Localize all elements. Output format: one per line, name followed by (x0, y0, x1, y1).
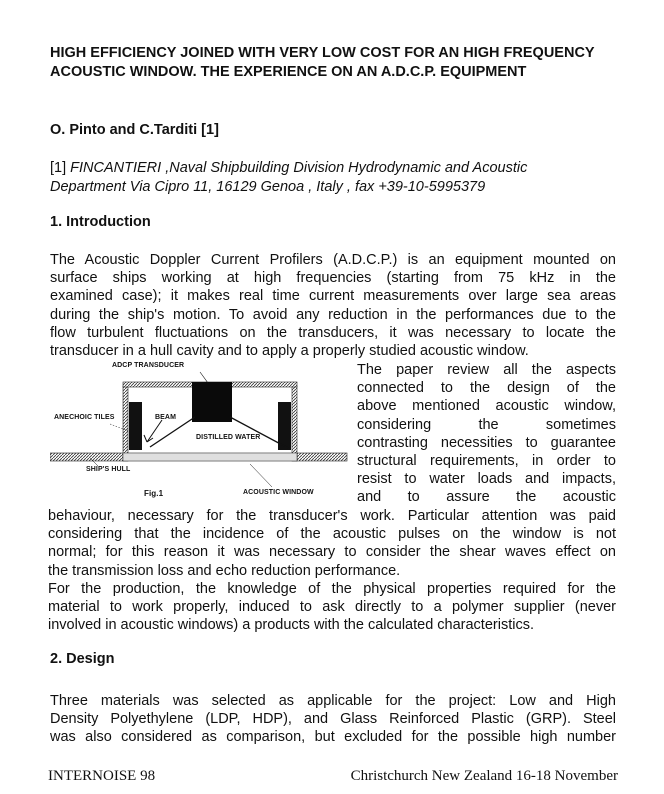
footer-conference: INTERNOISE 98 (48, 768, 156, 784)
text-line: considering that the incidence of the acoustic pulses on the window is not (48, 526, 616, 543)
text-line: The Acoustic Doppler Current Profilers (A.D.C.P.) is an equipment mounted on (50, 252, 616, 268)
section-heading-introduction: 1. Introduction (50, 214, 151, 230)
hull-left (50, 453, 123, 461)
text-line: Density Polyethylene (LDP, HDP), and Glass Reinforced Plastic (GRP). Steel (50, 711, 616, 728)
text-line: material to work properly, induced to ask directly to a polymer supplier (never (48, 599, 616, 616)
label-ships-hull: SHIP'S HULL (86, 466, 131, 473)
hull-right (297, 453, 347, 461)
text-line: flow turbulent fluctuations on the transducers, it was necessary to locate the (50, 324, 616, 341)
text-line: the transmission loss and echo reduction performance. (48, 562, 401, 579)
footer-location-date: Christchurch New Zealand 16-18 November (350, 768, 618, 784)
text-line: resist to water loads and impacts, (357, 471, 616, 488)
adcp-transducer (192, 382, 232, 422)
label-anechoic-tiles: ANECHOIC TILES (54, 414, 115, 421)
affiliation-line-2: Department Via Cipro 11, 16129 Genoa , Italy , fax +39-10-5995379 (50, 179, 486, 195)
text-line: considering the sometimes (357, 416, 616, 433)
section-heading-design: 2. Design (50, 651, 115, 667)
text-line: connected to the design of the (357, 380, 616, 397)
intro-paragraph-3 (48, 580, 616, 635)
label-transducer: ADCP TRANSDUCER (112, 362, 185, 369)
text-line: normal; for this reason it was necessary to consider the shear waves effect on (48, 544, 616, 561)
text-line: surface ships working at high frequencies (starting from 75 kHz in the (50, 270, 616, 287)
affiliation-line-1: FINCANTIERI ,Naval Shipbuilding Division Hydrodynamic and Acoustic (70, 160, 528, 176)
intro-paragraph-2 (48, 507, 616, 580)
text-line: and to assure the acoustic (357, 489, 616, 506)
text-line: structural requirements, in order to (357, 453, 616, 470)
design-paragraph (50, 692, 616, 747)
label-acoustic-window: ACOUSTIC WINDOW (243, 489, 314, 496)
intro-paragraph-1 (50, 251, 616, 360)
figure-1 (50, 362, 350, 507)
leader-window (250, 464, 272, 487)
anechoic-tile-right (278, 402, 291, 450)
text-line: examined case); it makes real time current measurements over large sea areas (50, 288, 616, 305)
anechoic-tile-left (129, 402, 142, 450)
figure-caption: Fig.1 (144, 489, 164, 498)
text-line: behaviour, necessary for the transducer's work. Particular attention was paid (48, 508, 616, 524)
text-line: For the production, the knowledge of the physical properties required for the (48, 581, 616, 597)
text-line: The paper review all the aspects (357, 362, 616, 378)
text-line: transducer in a hull cavity and to apply a properly studied acoustic window. (50, 343, 529, 360)
text-line: above mentioned acoustic window, (357, 398, 616, 415)
text-line: involved in acoustic windows) a products with the calculated characteristics. (48, 617, 534, 634)
text-line: was also considered as comparison, but excluded for the possible high number (50, 729, 616, 746)
leader-transducer (200, 372, 208, 383)
cavity-wall-right (292, 386, 297, 461)
beam-arrow (144, 420, 162, 442)
label-beam: BEAM (155, 414, 177, 421)
text-line: contrasting necessities to guarantee (357, 434, 616, 451)
intro-side-text (357, 361, 616, 507)
text-line: Three materials was selected as applicable for the project: Low and High (50, 693, 616, 709)
cavity-wall-left (123, 386, 128, 461)
paper-authors: O. Pinto and C.Tarditi [1] (50, 122, 219, 138)
affiliation-ref: [1] (50, 160, 67, 176)
beam-left (150, 417, 195, 447)
label-distilled-water: DISTILLED WATER (196, 434, 261, 441)
paper-title: HIGH EFFICIENCY JOINED WITH VERY LOW COST FOR AN HIGH FREQUENCY ACOUSTIC WINDOW. THE EXPERIENCE ON AN A.D.C.P. EQUIPMENT (50, 45, 595, 80)
acoustic-window (123, 453, 297, 461)
text-line: during the ship's motion. To avoid any reduction in the performances due to the (50, 306, 616, 323)
author-affiliation (50, 159, 625, 197)
